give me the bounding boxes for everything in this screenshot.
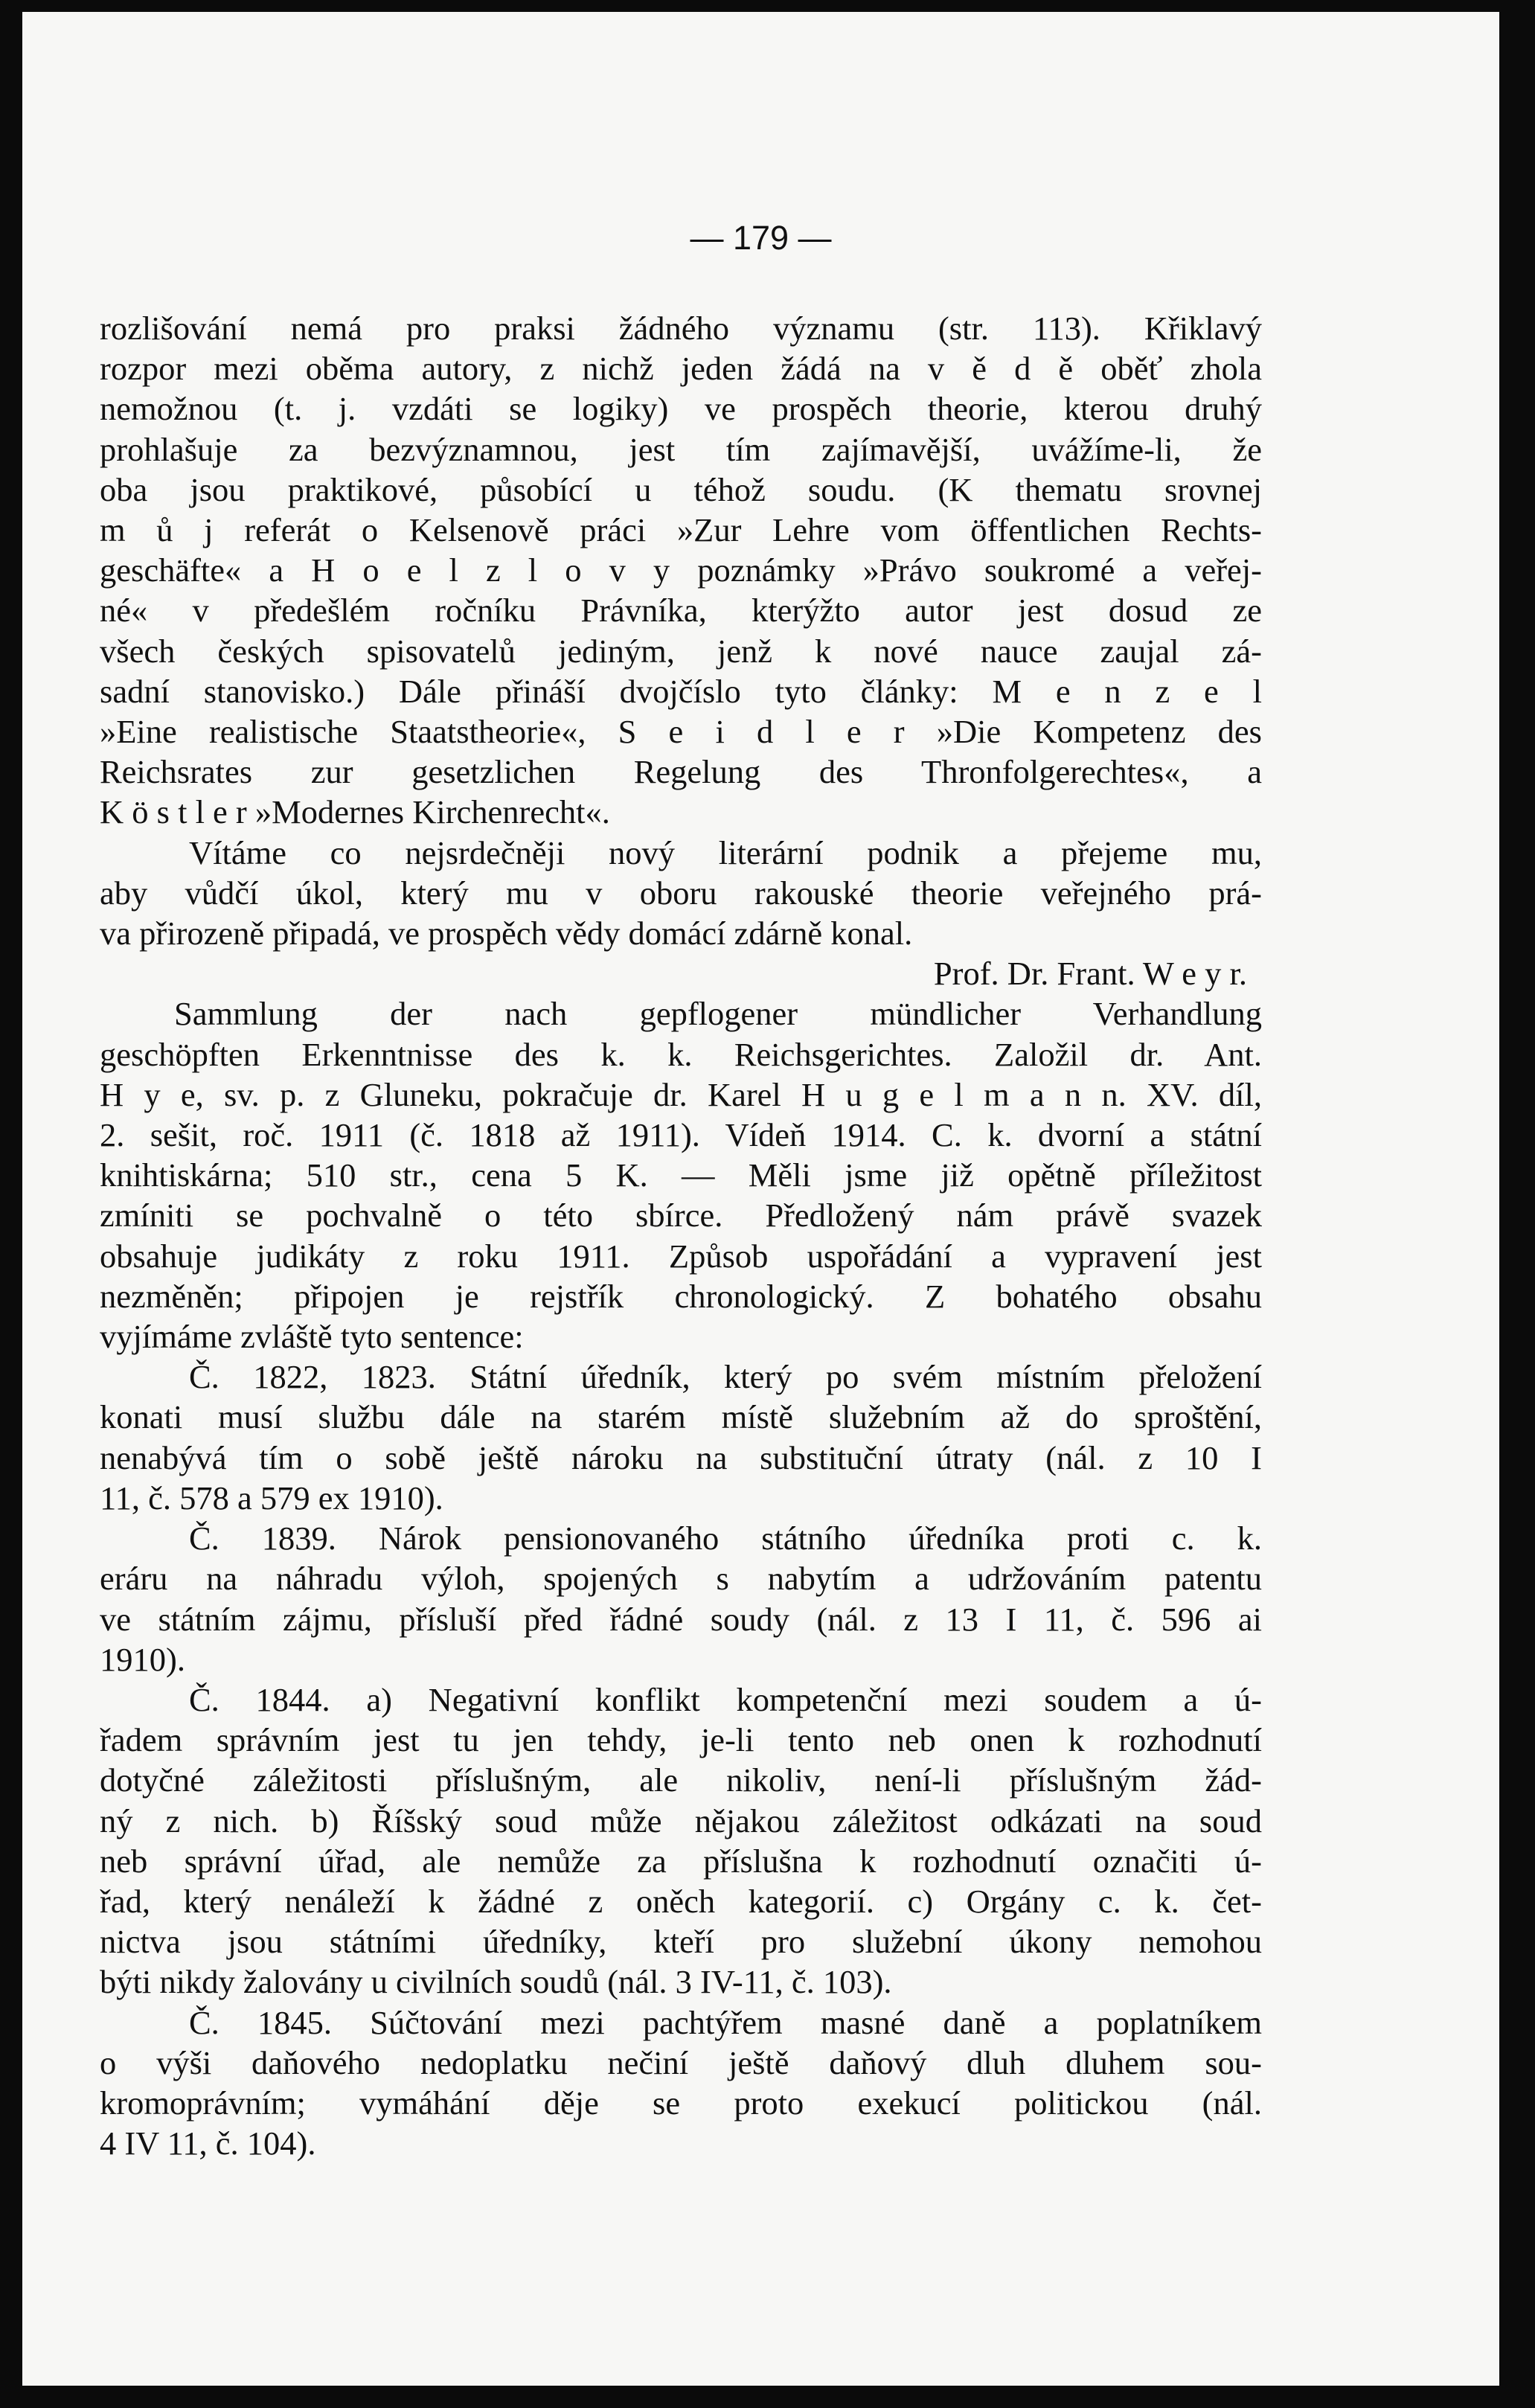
signature-line: Prof. Dr. Frant. W e y r. (933, 955, 1247, 993)
text-line: Sammlung der nach gepflogener mündlicher Verhandlung (174, 995, 1262, 1033)
entry-1844 (100, 1679, 1262, 2002)
text-line: Reichsrates zur gesetzlichen Regelung des Thronfolgerechtes«, a (100, 753, 1262, 791)
text-line: 4 IV 11, č. 104). (100, 2124, 316, 2162)
text-line: 1910). (100, 1640, 185, 1678)
text-line: nenabývá tím o sobě ještě nároku na substituční útraty (nál. z 10 I (100, 1438, 1262, 1476)
paragraph-welcome (100, 833, 1262, 954)
text-line: né« v předešlém ročníku Právníka, kterýžto autor jest dosud ze (100, 592, 1262, 630)
text-line: 11, č. 578 a 579 ex 1910). (100, 1479, 443, 1517)
text-line: rozlišování nemá pro praksi žádného významu (str. 113). Křiklavý (100, 310, 1262, 347)
text-line: neb správní úřad, ale nemůže za příslušna k rozhodnutí označiti ú- (100, 1842, 1262, 1880)
text-line: nezměněn; připojen je rejstřík chronologický. Z bohatého obsahu (100, 1277, 1262, 1315)
text-line: K ö s t l e r »Modernes Kirchenrecht«. (100, 793, 610, 831)
text-line: geschäfte« a H o e l z l o v y poznámky »Právo soukromé a veřej- (100, 551, 1262, 589)
text-line: ve státním zájmu, přísluší před řádné soudy (nál. z 13 I 11, č. 596 ai (100, 1600, 1262, 1638)
text-line: řad, který nenáleží k žádné z oněch kategorií. c) Orgány c. k. čet- (100, 1882, 1262, 1920)
body-text (100, 308, 1262, 2163)
text-line: Č. 1839. Nárok pensionovaného státního úředníka proti c. k. (189, 1520, 1262, 1557)
text-line: Č. 1822, 1823. Státní úředník, který po svém místním přeložení (189, 1358, 1262, 1396)
text-line: oba jsou praktikové, působící u téhož soudu. (K thematu srovnej (100, 470, 1262, 508)
book-page (22, 12, 1499, 2386)
text-line: va přirozeně připadá, ve prospěch vědy domácí zdárně konal. (100, 915, 913, 952)
text-line: Vítáme co nejsrdečněji nový literární podnik a přejeme mu, (189, 833, 1262, 871)
text-line: rozpor mezi oběma autory, z nichž jeden žádá na v ě d ě oběť zhola (100, 350, 1262, 388)
text-line: Č. 1844. a) Negativní konflikt kompetenční mezi soudem a ú- (189, 1680, 1262, 1718)
text-line: vyjímáme zvláště tyto sentence: (100, 1318, 524, 1356)
text-line: prohlašuje za bezvýznamnou, jest tím zajímavější, uvážíme-li, že (100, 430, 1262, 468)
text-line: býti nikdy žalovány u civilních soudů (nál. 3 IV-11, č. 103). (100, 1963, 892, 2001)
text-line: knihtiskárna; 510 str., cena 5 K. — Měli jsme již opětně příležitost (100, 1156, 1262, 1194)
entry-1839 (100, 1518, 1262, 1679)
text-line: nemožnou (t. j. vzdáti se logiky) ve prospěch theorie, kterou druhý (100, 390, 1262, 428)
author-signature (100, 953, 1262, 993)
text-line: obsahuje judikáty z roku 1911. Způsob uspořádání a vypravení jest (100, 1237, 1262, 1275)
text-line: »Eine realistische Staatstheorie«, S e i d l e r »Die Kompetenz des (100, 713, 1262, 751)
text-line: všech českých spisovatelů jediným, jenž k nové nauce zaujal zá- (100, 632, 1262, 670)
entry-1822-1823 (100, 1357, 1262, 1518)
text-line: 2. sešit, roč. 1911 (č. 1818 až 1911). Vídeň 1914. C. k. dvorní a státní (100, 1116, 1262, 1154)
text-line: H y e, sv. p. z Gluneku, pokračuje dr. Karel H u g e l m a n n. XV. díl, (100, 1075, 1262, 1113)
text-line: dotyčné záležitosti příslušným, ale nikoliv, není-li příslušným žád- (100, 1761, 1262, 1799)
text-line: o výši daňového nedoplatku nečiní ještě daňový dluh dluhem sou- (100, 2043, 1262, 2081)
page-number: — 179 — (690, 219, 832, 257)
text-line: konati musí službu dále na starém místě služebním až do sproštění, (100, 1398, 1262, 1436)
text-line: aby vůdčí úkol, který mu v oboru rakouské theorie veřejného prá- (100, 874, 1262, 912)
text-line: zmíniti se pochvalně o této sbírce. Předložený nám právě svazek (100, 1197, 1262, 1235)
text-line: řadem správním jest tu jen tehdy, je-li tento neb onen k rozhodnutí (100, 1721, 1262, 1759)
entry-1845 (100, 2002, 1262, 2164)
text-line: ný z nich. b) Říšský soud může nějakou záležitost odkázati na soud (100, 1802, 1262, 1839)
paragraph-review-continuation (100, 308, 1262, 833)
paragraph-sammlung-review (100, 993, 1262, 1357)
text-line: nictva jsou státními úředníky, kteří pro služební úkony nemohou (100, 1923, 1262, 1961)
text-line: geschöpften Erkenntnisse des k. k. Reichsgerichtes. Založil dr. Ant. (100, 1035, 1262, 1073)
text-line: sadní stanovisko.) Dále přináší dvojčíslo tyto články: M e n z e l (100, 672, 1262, 710)
text-line: m ů j referát o Kelsenově práci »Zur Lehre vom öffentlichen Rechts- (100, 511, 1262, 549)
text-line: eráru na náhradu výloh, spojených s nabytím a udržováním patentu (100, 1560, 1262, 1598)
text-line: Č. 1845. Súčtování mezi pachtýřem masné daně a poplatníkem (189, 2003, 1262, 2041)
text-line: kromoprávním; vymáhání děje se proto exekucí politickou (nál. (100, 2084, 1262, 2122)
